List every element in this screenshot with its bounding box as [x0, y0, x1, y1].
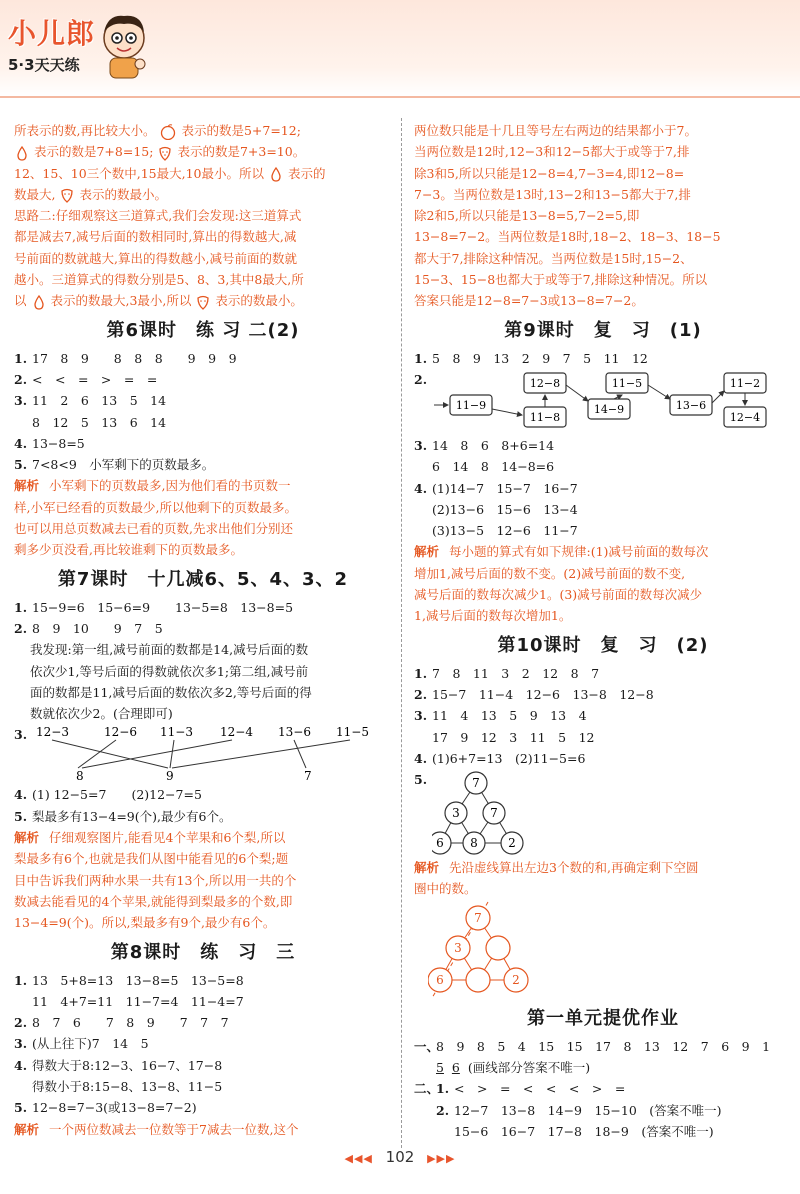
next-arrows-icon: ▶▶▶: [427, 1152, 456, 1165]
item-text: 17 8 9 8 8 8 9 9 9: [32, 350, 237, 366]
q1-underlined: 6: [451, 1060, 460, 1076]
intro-line: 都是减去7,减号后面的数相同时,算出的得数越大,减: [14, 229, 297, 245]
item-number: 5.: [14, 457, 28, 473]
item-number: 1.: [14, 350, 28, 366]
item-number: 5.: [14, 1100, 28, 1116]
item-number: 2.: [14, 371, 28, 387]
item-number: 2.: [14, 1015, 28, 1031]
answer-row: [14, 369, 392, 390]
unit-q2-2-cont: [414, 1121, 792, 1142]
match-top-3: 12−4: [220, 725, 253, 740]
card-label: 11−9: [455, 398, 487, 412]
q2-sub-number: 2.: [436, 1102, 450, 1118]
card-label: 11−5: [611, 376, 643, 390]
item-number: 1.: [414, 350, 428, 366]
q2-sub-number: 1.: [436, 1081, 450, 1097]
analysis-line: 也可以用总页数减去已看的页数,先求出他们分别还: [14, 521, 293, 537]
answer-row: [414, 727, 792, 748]
unit-q1-cont: [414, 1057, 792, 1078]
analysis-line: 除3和5,所以只能是12−8=4,7−3=4,即12−8=: [414, 165, 685, 181]
item-number: [414, 499, 432, 520]
unit-q1: [414, 1036, 792, 1057]
answer-row: [414, 663, 792, 684]
analysis-label: 解析: [414, 860, 440, 876]
analysis-line: 样,小军已经看的页数最少,所以他剩下的页数最多。: [14, 499, 297, 515]
answer-row: [14, 433, 392, 454]
match-bottom-0: 8: [76, 769, 84, 784]
match-bottom-2: 7: [304, 769, 312, 784]
lesson8-title: 第8课时 练 习 三: [110, 941, 296, 963]
item-text: 17 9 12 3 11 5 12: [432, 729, 595, 745]
card-label: 12−8: [529, 376, 561, 390]
item-number: 5.: [14, 808, 28, 824]
item-number: 2.: [14, 620, 28, 636]
intro-line: 以: [14, 293, 27, 309]
triangle-item: [414, 769, 792, 857]
item-text: < < = > = =: [32, 371, 158, 387]
card-label: 11−2: [729, 376, 761, 390]
item-text: (从上往下)7 14 5: [32, 1036, 149, 1052]
item-number: [14, 412, 32, 433]
item-number: 1.: [414, 665, 428, 681]
match-top-4: 13−6: [278, 725, 311, 740]
card-label: 11−8: [529, 410, 561, 424]
analysis-label: 解析: [14, 1121, 40, 1137]
item-text: 11 4 13 5 9 13 4: [432, 708, 587, 724]
answer-row: [14, 390, 392, 411]
item-text: 8 7 6 7 8 9 7 7 7: [32, 1015, 229, 1031]
item-number: [14, 991, 32, 1012]
q1-number: 一、: [414, 1038, 440, 1054]
analysis-node: [466, 968, 490, 992]
analysis-line: 目中告诉我们两种水果一共有13个,所以用一共的个: [14, 872, 297, 888]
analysis-line: 答案只能是12−8=7−3或13−8=7−2。: [414, 293, 644, 309]
right-column: [414, 120, 792, 1142]
analysis-line: 小军剩下的页数最多,因为他们看的书页数一: [49, 478, 291, 494]
answer-row: [14, 348, 392, 369]
analysis-value: 2: [512, 972, 520, 987]
answer-row: [414, 478, 792, 499]
card-label: 13−6: [675, 398, 707, 412]
triangle-value: 8: [470, 836, 478, 851]
item-number: 4.: [14, 787, 28, 803]
item-number: 5.: [414, 772, 428, 788]
analysis-line: 数减去能看见的4个苹果,就能得到梨最多的个数,即: [14, 893, 293, 909]
analysis-value: 7: [474, 910, 482, 925]
item-text: 得数大于8:12−3、16−7、17−8: [32, 1057, 223, 1073]
item-text: (2)13−6 15−6 13−4: [432, 501, 578, 517]
triangle-value: 3: [452, 806, 460, 821]
answer-row: [14, 991, 392, 1012]
header-rule: [0, 96, 800, 98]
card-path-item: [414, 369, 792, 435]
answer-row: [14, 1055, 392, 1076]
q1-underlined: 5: [436, 1060, 444, 1076]
answer-row: [14, 1097, 392, 1118]
strawberry-icon: [157, 145, 173, 161]
intro-line: 表示的数是7+8=15;: [33, 144, 154, 160]
answer-row: [414, 456, 792, 477]
triangle-value: 2: [508, 836, 516, 851]
analysis-line: 1,减号后面的数每次增加1。: [414, 608, 572, 624]
analysis-block: [414, 857, 792, 900]
discover-line: 我发现:第一组,减号前面的数都是14,减号后面的数: [30, 642, 309, 658]
intro-line: 12、15、10三个数中,15最大,10最小。所以: [14, 165, 264, 181]
brand-name: 小儿郎: [8, 17, 96, 50]
intro-line: 越小。三道算式的得数分别是5、8、3,其中8最大,所: [14, 272, 304, 288]
triangle-value: 7: [472, 776, 480, 791]
analysis-line: 一个两位数减去一位数等于7减去一位数,这个: [49, 1121, 299, 1137]
analysis-triangle: [428, 900, 558, 1000]
column-divider: [401, 118, 402, 1148]
matching-item: [14, 724, 392, 784]
triangle-value: 6: [436, 836, 444, 851]
discover-line: 数就依次少2。(合理即可): [30, 706, 173, 722]
item-text: 13−8=5: [32, 435, 85, 451]
strawberry-icon: [59, 187, 75, 203]
analysis-line: 每小题的算式有如下规律:(1)减号前面的数每次: [449, 544, 709, 560]
analysis-block: [14, 827, 392, 933]
answer-row: [14, 784, 392, 805]
item-number: 3.: [14, 727, 28, 743]
item-text: 11 4+7=11 11−7=4 11−4=7: [32, 993, 244, 1009]
intro-line: 表示的数最小。: [215, 293, 303, 309]
triangle-value: 7: [490, 806, 498, 821]
analysis-line: 7−3。当两位数是13时,13−2和13−5都大于7,排: [414, 186, 691, 202]
prev-arrows-icon: ◀◀◀: [344, 1152, 373, 1165]
item-text: (1) 12−5=7 (2)12−7=5: [32, 787, 202, 803]
intro-line: 号前面的数就越大,算出的得数越小,减号前面的数就: [14, 250, 297, 266]
q1-answers: 8 9 8 5 4 15 15 17 8 13 12 7 6 9 1: [436, 1038, 771, 1054]
analysis-line: 13−8=7−2。当两位数是18时,18−2、18−3、18−5: [414, 229, 721, 245]
answer-row: [14, 618, 392, 639]
lesson6-title: 第6课时 练 习 二(2): [106, 319, 300, 341]
strawberry-icon: [195, 294, 211, 310]
item-text: 8 12 5 13 6 14: [32, 414, 167, 430]
item-text: 13 5+8=13 13−8=5 13−5=8: [32, 972, 244, 988]
brand-logo: [8, 12, 95, 75]
match-top-5: 11−5: [336, 725, 369, 740]
match-lines: [52, 740, 350, 768]
intro-line: 表示的: [287, 165, 326, 181]
item-text: 12−8=7−3(或13−8=7−2): [32, 1100, 197, 1116]
analysis-label: 解析: [14, 830, 40, 846]
intro-line: 表示的数最大,3最小,所以: [50, 293, 192, 309]
discover-line: 面的数都是11,减号后面的数依次多2,等号后面的得: [30, 684, 312, 700]
analysis-line: 除2和5,所以只能是13−8=5,7−2=5,即: [414, 208, 640, 224]
item-text: 15−9=6 15−6=9 13−5=8 13−8=5: [32, 599, 294, 615]
series-name: 5·3天天练: [8, 56, 80, 74]
lesson10-title: 第10课时 复 习 (2): [497, 634, 709, 656]
page-number: 102: [385, 1148, 415, 1166]
analysis-line: 都大于7,排除这种情况。当两位数是15时,15−2、: [414, 250, 693, 266]
card-label: 12−4: [729, 410, 761, 424]
answer-row: [14, 1033, 392, 1054]
analysis-line: 先沿虚线算出左边3个数的和,再确定剩下空圆: [449, 860, 699, 876]
pear-icon: [268, 166, 284, 182]
left-column: [14, 120, 392, 1140]
analysis-value: 6: [436, 972, 444, 987]
analysis-block: [14, 1119, 392, 1140]
mascot-boy-icon: [96, 8, 152, 82]
item-number: [414, 520, 432, 541]
item-number: [14, 1076, 32, 1097]
analysis-block: [14, 475, 392, 560]
answer-row: [414, 499, 792, 520]
analysis-line: 13−4=9(个)。所以,梨最多有9个,最少有6个。: [14, 915, 276, 931]
intro-line: 表示的数是5+7=12;: [181, 123, 301, 138]
analysis-line: 剩多少页没看,再比较谁剩下的页数最多。: [14, 542, 243, 558]
unit-q2-2: [414, 1100, 792, 1121]
q2-number: 二、: [414, 1081, 440, 1097]
match-top-0: 12−3: [36, 725, 69, 740]
unit-title: 第一单元提优作业: [527, 1007, 679, 1029]
unit-q2: [414, 1078, 792, 1099]
answer-row: [414, 348, 792, 369]
intro-line: 思路二:仔细观察这三道算式,我们会发现:这三道算式: [14, 208, 302, 224]
item-text: 8 9 10 9 7 5: [32, 620, 163, 636]
item-number: 3.: [414, 708, 428, 724]
answer-row: [414, 520, 792, 541]
lesson7-title: 第7课时 十几减6、5、4、3、2: [57, 568, 349, 590]
continued-analysis: [414, 120, 792, 312]
intro-line: 所表示的数,再比较大小。: [14, 123, 156, 138]
item-text: (1)14−7 15−7 16−7: [432, 480, 578, 496]
answer-row: [14, 412, 392, 433]
discover-line: 依次少1,等号后面的得数就依次多1;第二组,减号前: [30, 663, 309, 679]
answer-row: [414, 684, 792, 705]
match-top-1: 12−6: [104, 725, 137, 740]
q2-sub-answers: < > = < < < > =: [454, 1081, 626, 1097]
analysis-node: [486, 936, 510, 960]
item-number: 3.: [14, 393, 28, 409]
analysis-label: 解析: [14, 478, 40, 494]
pear-icon: [31, 294, 47, 310]
answer-row: [414, 748, 792, 769]
analysis-line: 两位数只能是十几且等号左右两边的结果都小于7。: [414, 123, 697, 138]
item-text: 7<8<9 小军剩下的页数最多。: [32, 457, 215, 473]
intro-line: 表示的数是7+3=10。: [177, 144, 306, 160]
answer-row: [14, 1012, 392, 1033]
item-number: 4.: [14, 1057, 28, 1073]
analysis-value: 3: [454, 940, 462, 955]
answer-row: [14, 597, 392, 618]
item-text: (3)13−5 12−6 11−7: [432, 523, 578, 539]
item-text: 梨最多有13−4=9(个),最少有6个。: [32, 808, 232, 824]
analysis-line: 当两位数是12时,12−3和12−5都大于或等于7,排: [414, 144, 690, 160]
item-text: 11 2 6 13 5 14: [32, 393, 167, 409]
item-text: 15−7 11−4 12−6 13−8 12−8: [432, 686, 654, 702]
item-number: 2.: [414, 371, 428, 387]
answer-row: [14, 454, 392, 475]
intro-line: 表示的数最小。: [79, 186, 167, 202]
card-label: 14−9: [593, 402, 625, 416]
item-number: 4.: [414, 750, 428, 766]
lesson9-title: 第9课时 复 习 (1): [504, 319, 702, 341]
pear-icon: [14, 145, 30, 161]
item-number: 4.: [14, 435, 28, 451]
answer-row: [414, 435, 792, 456]
item-text: 6 14 8 14−8=6: [432, 459, 555, 475]
q1-note: (画线部分答案不唯一): [467, 1060, 591, 1076]
item-number: 3.: [14, 1036, 28, 1052]
analysis-label: 解析: [414, 544, 440, 560]
analysis-block: [414, 541, 792, 626]
item-text: 得数小于8:15−8、13−8、11−5: [32, 1078, 223, 1094]
analysis-line: 仔细观察图片,能看见4个苹果和6个梨,所以: [49, 830, 286, 846]
item-text: (1)6+7=13 (2)11−5=6: [432, 750, 586, 766]
answer-row: [414, 705, 792, 726]
analysis-line: 圈中的数。: [414, 881, 477, 897]
analysis-line: 增加1,减号后面的数不变。(2)减号前面的数不变,: [414, 565, 686, 581]
page-header: [0, 0, 800, 96]
intro-block: [14, 120, 392, 312]
q2-sub-answers: 12−7 13−8 14−9 15−10 (答案不唯一): [454, 1102, 722, 1118]
item-number: [414, 727, 432, 748]
analysis-line: 减号后面的数每次减少1。(3)减号前面的数每次减少: [414, 587, 703, 603]
item-number: 2.: [414, 686, 428, 702]
card-frames: [450, 373, 766, 427]
analysis-line: 15−3、15−8也都大于或等于7,排除这种情况。所以: [414, 272, 708, 288]
item-number: [414, 456, 432, 477]
match-bottom-1: 9: [166, 769, 174, 784]
apple-icon: [159, 124, 177, 140]
card-path-diagram: [432, 369, 782, 435]
item-number: 3.: [414, 437, 428, 453]
number-triangle: [432, 769, 552, 857]
item-text: 5 8 9 13 2 9 7 5 11 12: [432, 350, 648, 366]
match-top-2: 11−3: [160, 725, 193, 740]
answer-row: [14, 1076, 392, 1097]
matching-diagram: [32, 724, 382, 784]
item-text: 14 8 6 8+6=14: [432, 437, 555, 453]
item-number: 1.: [14, 599, 28, 615]
item-number: 1.: [14, 972, 28, 988]
answer-row: [14, 806, 392, 827]
item-number: 4.: [414, 480, 428, 496]
answer-row: [14, 970, 392, 991]
item-text: 7 8 11 3 2 12 8 7: [432, 665, 600, 681]
page-footer: [0, 1148, 800, 1166]
intro-line: 数最大,: [14, 186, 56, 202]
analysis-line: 梨最多有6个,也就是我们从图中能看见的6个梨;题: [14, 851, 289, 867]
q2-sub-answers: 15−6 16−7 17−8 18−9 (答案不唯一): [454, 1123, 714, 1139]
